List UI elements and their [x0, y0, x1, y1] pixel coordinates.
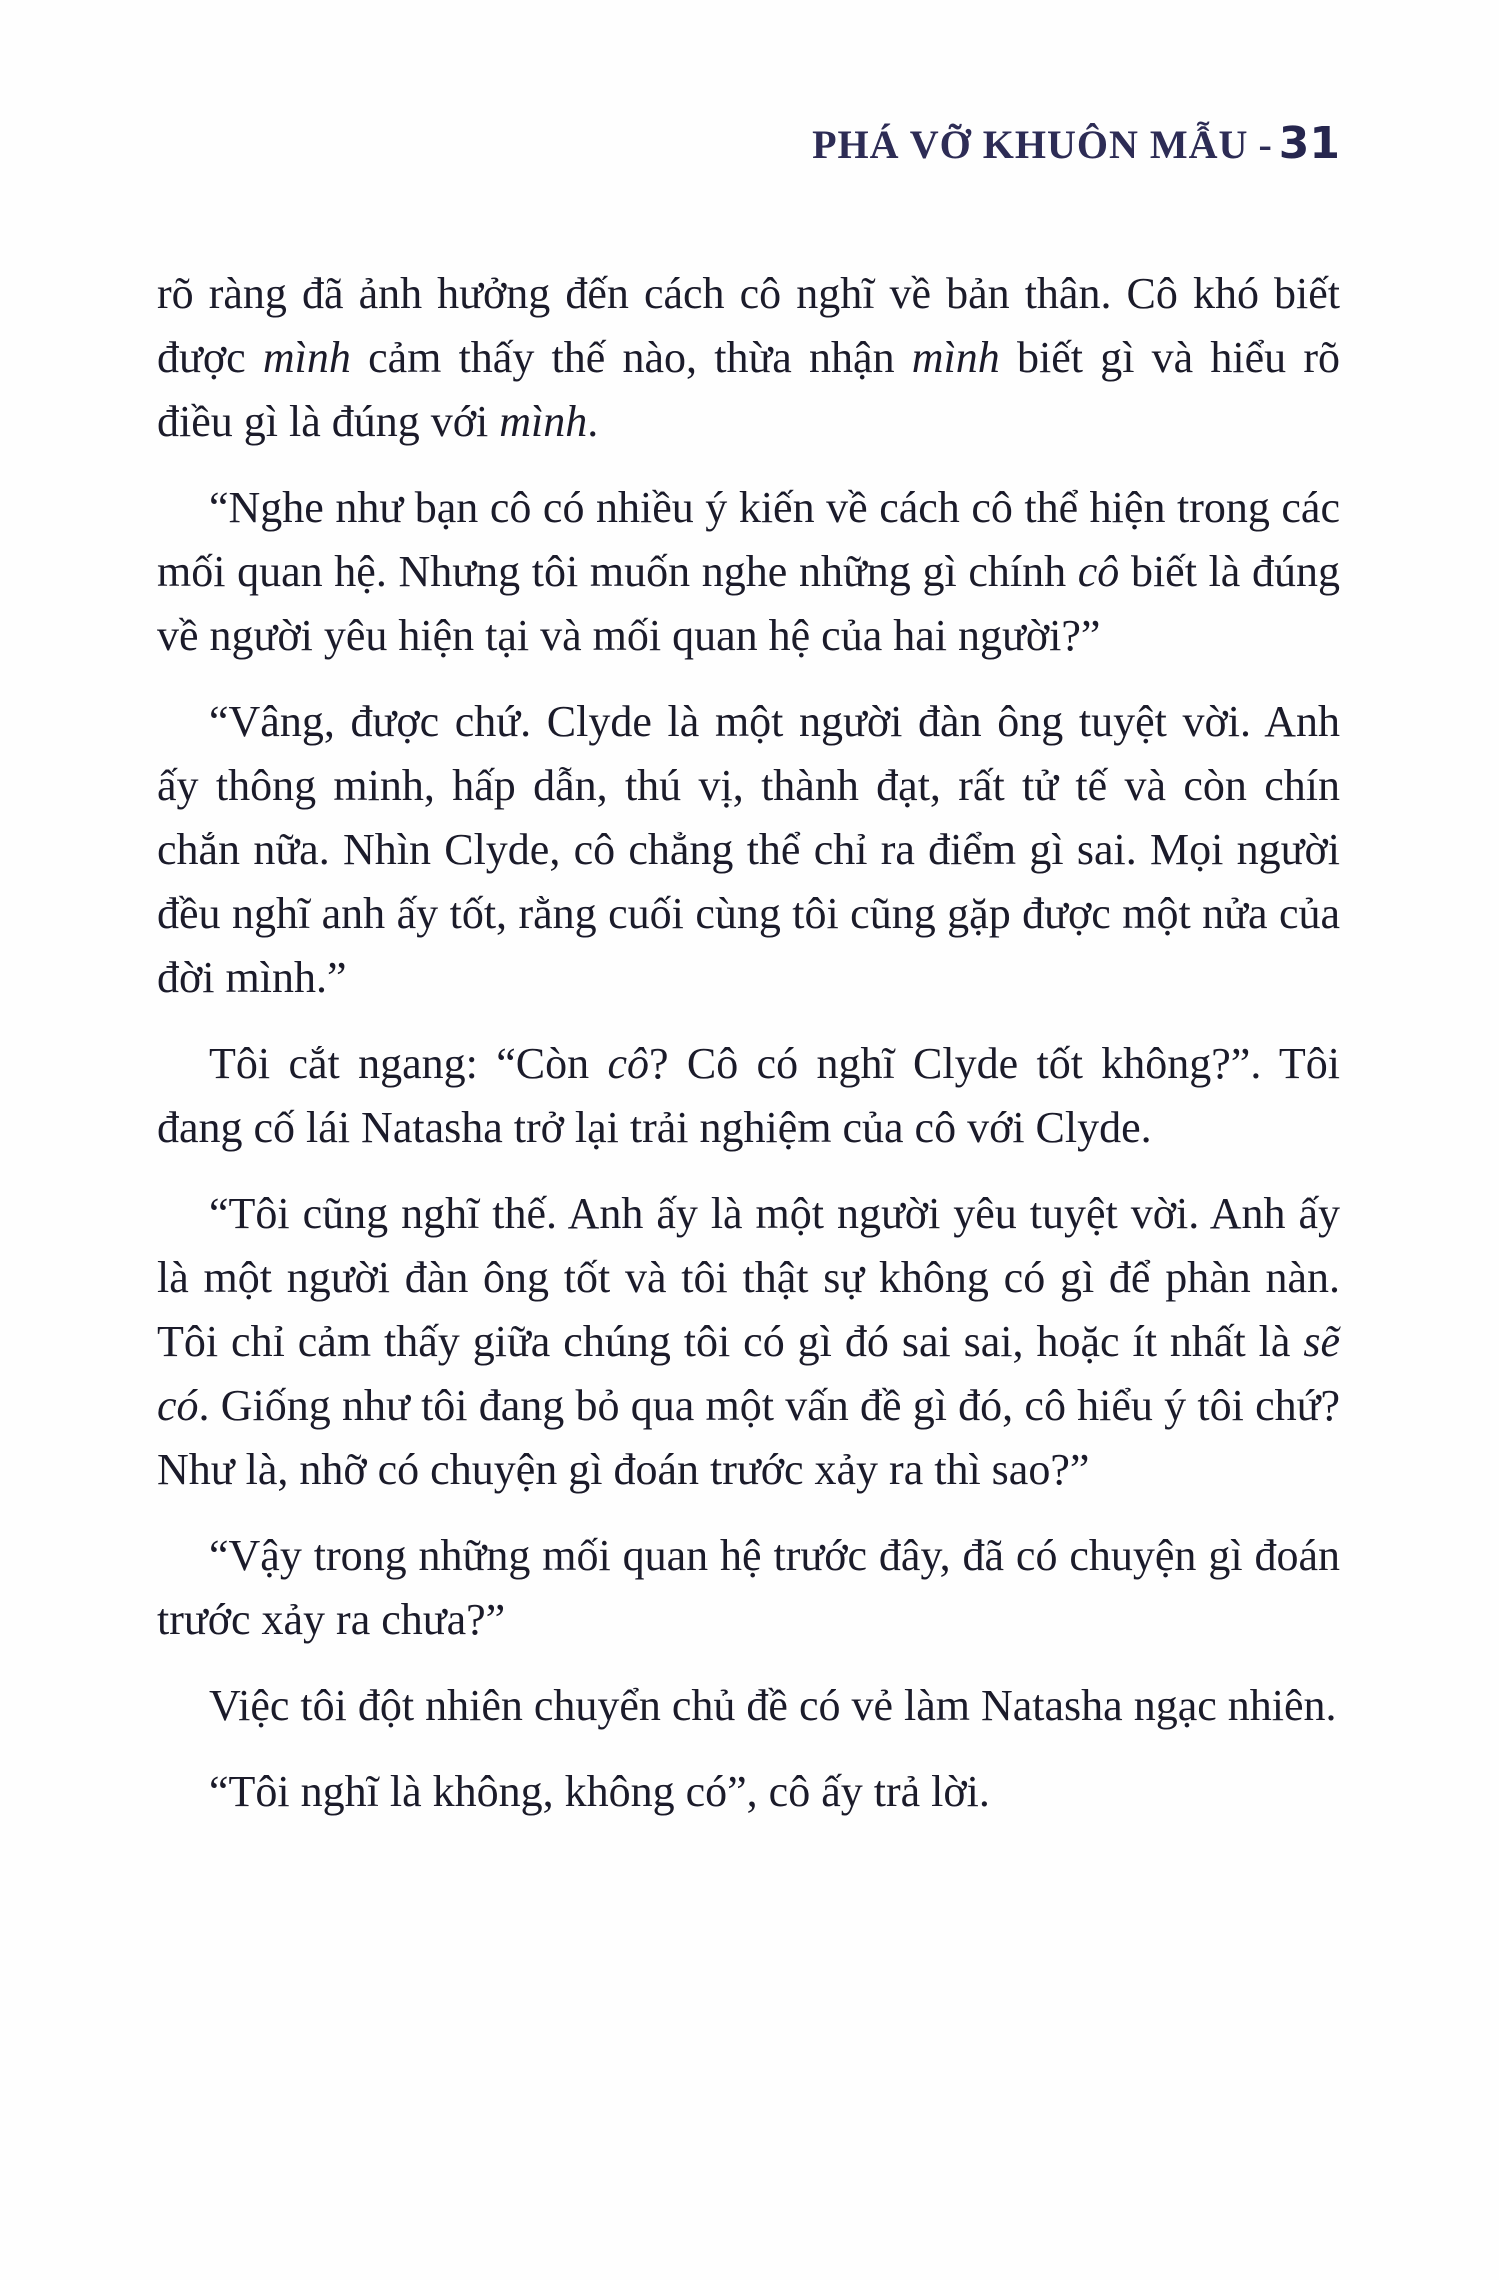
paragraph-4 — [157, 1032, 1340, 1160]
text-segment: “Tôi nghĩ là không, không có”, cô ấy trả lời. — [209, 1767, 990, 1816]
page-number: 31 — [1278, 118, 1340, 169]
text-segment: “Tôi cũng nghĩ thế. Anh ấy là một người yêu tuyệt vời. Anh ấy là một người đàn ông tốt và tôi thật sự không có gì để phàn nàn. Tôi chỉ cảm thấy giữa chúng tôi có gì đó sai sai, hoặc ít nhất là — [157, 1189, 1340, 1366]
paragraph-3 — [157, 690, 1340, 1010]
text-segment-italic: mình — [911, 333, 1000, 382]
text-segment-italic: sẽ có — [157, 1317, 1340, 1430]
text-segment-italic: cô — [607, 1039, 649, 1088]
text-segment: Tôi cắt ngang: “Còn — [209, 1039, 608, 1088]
text-segment: biết là đúng về người yêu hiện tại và mối quan hệ của hai người?” — [157, 547, 1340, 660]
text-segment: cảm thấy thế nào, thừa nhận — [350, 333, 912, 382]
paragraph-2 — [157, 476, 1340, 668]
paragraph-6 — [157, 1524, 1340, 1652]
paragraph-8 — [157, 1760, 1340, 1824]
text-segment-italic: mình — [262, 333, 351, 382]
paragraph-7 — [157, 1674, 1340, 1738]
text-segment: ? Cô có nghĩ Clyde tốt không?”. Tôi đang cố lái Natasha trở lại trải nghiệm của cô với Clyde. — [157, 1039, 1341, 1152]
text-segment-italic: cô — [1077, 547, 1120, 596]
header-separator: - — [1258, 122, 1273, 167]
text-segment: biết gì và hiểu rõ điều gì là đúng với — [157, 333, 1340, 446]
book-title: PHÁ VỠ KHUÔN MẪU — [812, 122, 1249, 167]
text-segment: “Nghe như bạn cô có nhiều ý kiến về cách cô thể hiện trong các mối quan hệ. Nhưng tôi muốn nghe những gì chính — [157, 483, 1340, 596]
text-segment: . Giống như tôi đang bỏ qua một vấn đề gì đó, cô hiểu ý tôi chứ? Như là, nhỡ có chuyện gì đoán trước xảy ra thì sao?” — [157, 1381, 1340, 1494]
paragraph-5 — [157, 1182, 1340, 1502]
text-segment: . — [587, 397, 599, 446]
text-segment-italic: mình — [499, 397, 588, 446]
running-header — [157, 118, 1340, 169]
text-segment: rõ ràng đã ảnh hưởng đến cách cô nghĩ về bản thân. Cô khó biết được — [157, 269, 1340, 382]
text-segment: “Vậy trong những mối quan hệ trước đây, đã có chuyện gì đoán trước xảy ra chưa?” — [157, 1531, 1340, 1644]
page-text-block — [157, 262, 1340, 1846]
paragraph-1 — [157, 262, 1340, 454]
text-segment: Việc tôi đột nhiên chuyển chủ đề có vẻ làm Natasha ngạc nhiên. — [209, 1681, 1337, 1730]
text-segment: “Vâng, được chứ. Clyde là một người đàn ông tuyệt vời. Anh ấy thông minh, hấp dẫn, thú vị, thành đạt, rất tử tế và còn chín chắn nữa. Nhìn Clyde, cô chẳng thể chỉ ra điểm gì sai. Mọi người đều nghĩ anh ấy tốt, rằng cuối cùng tôi cũng gặp được một nửa của đời mình.” — [157, 697, 1340, 1002]
